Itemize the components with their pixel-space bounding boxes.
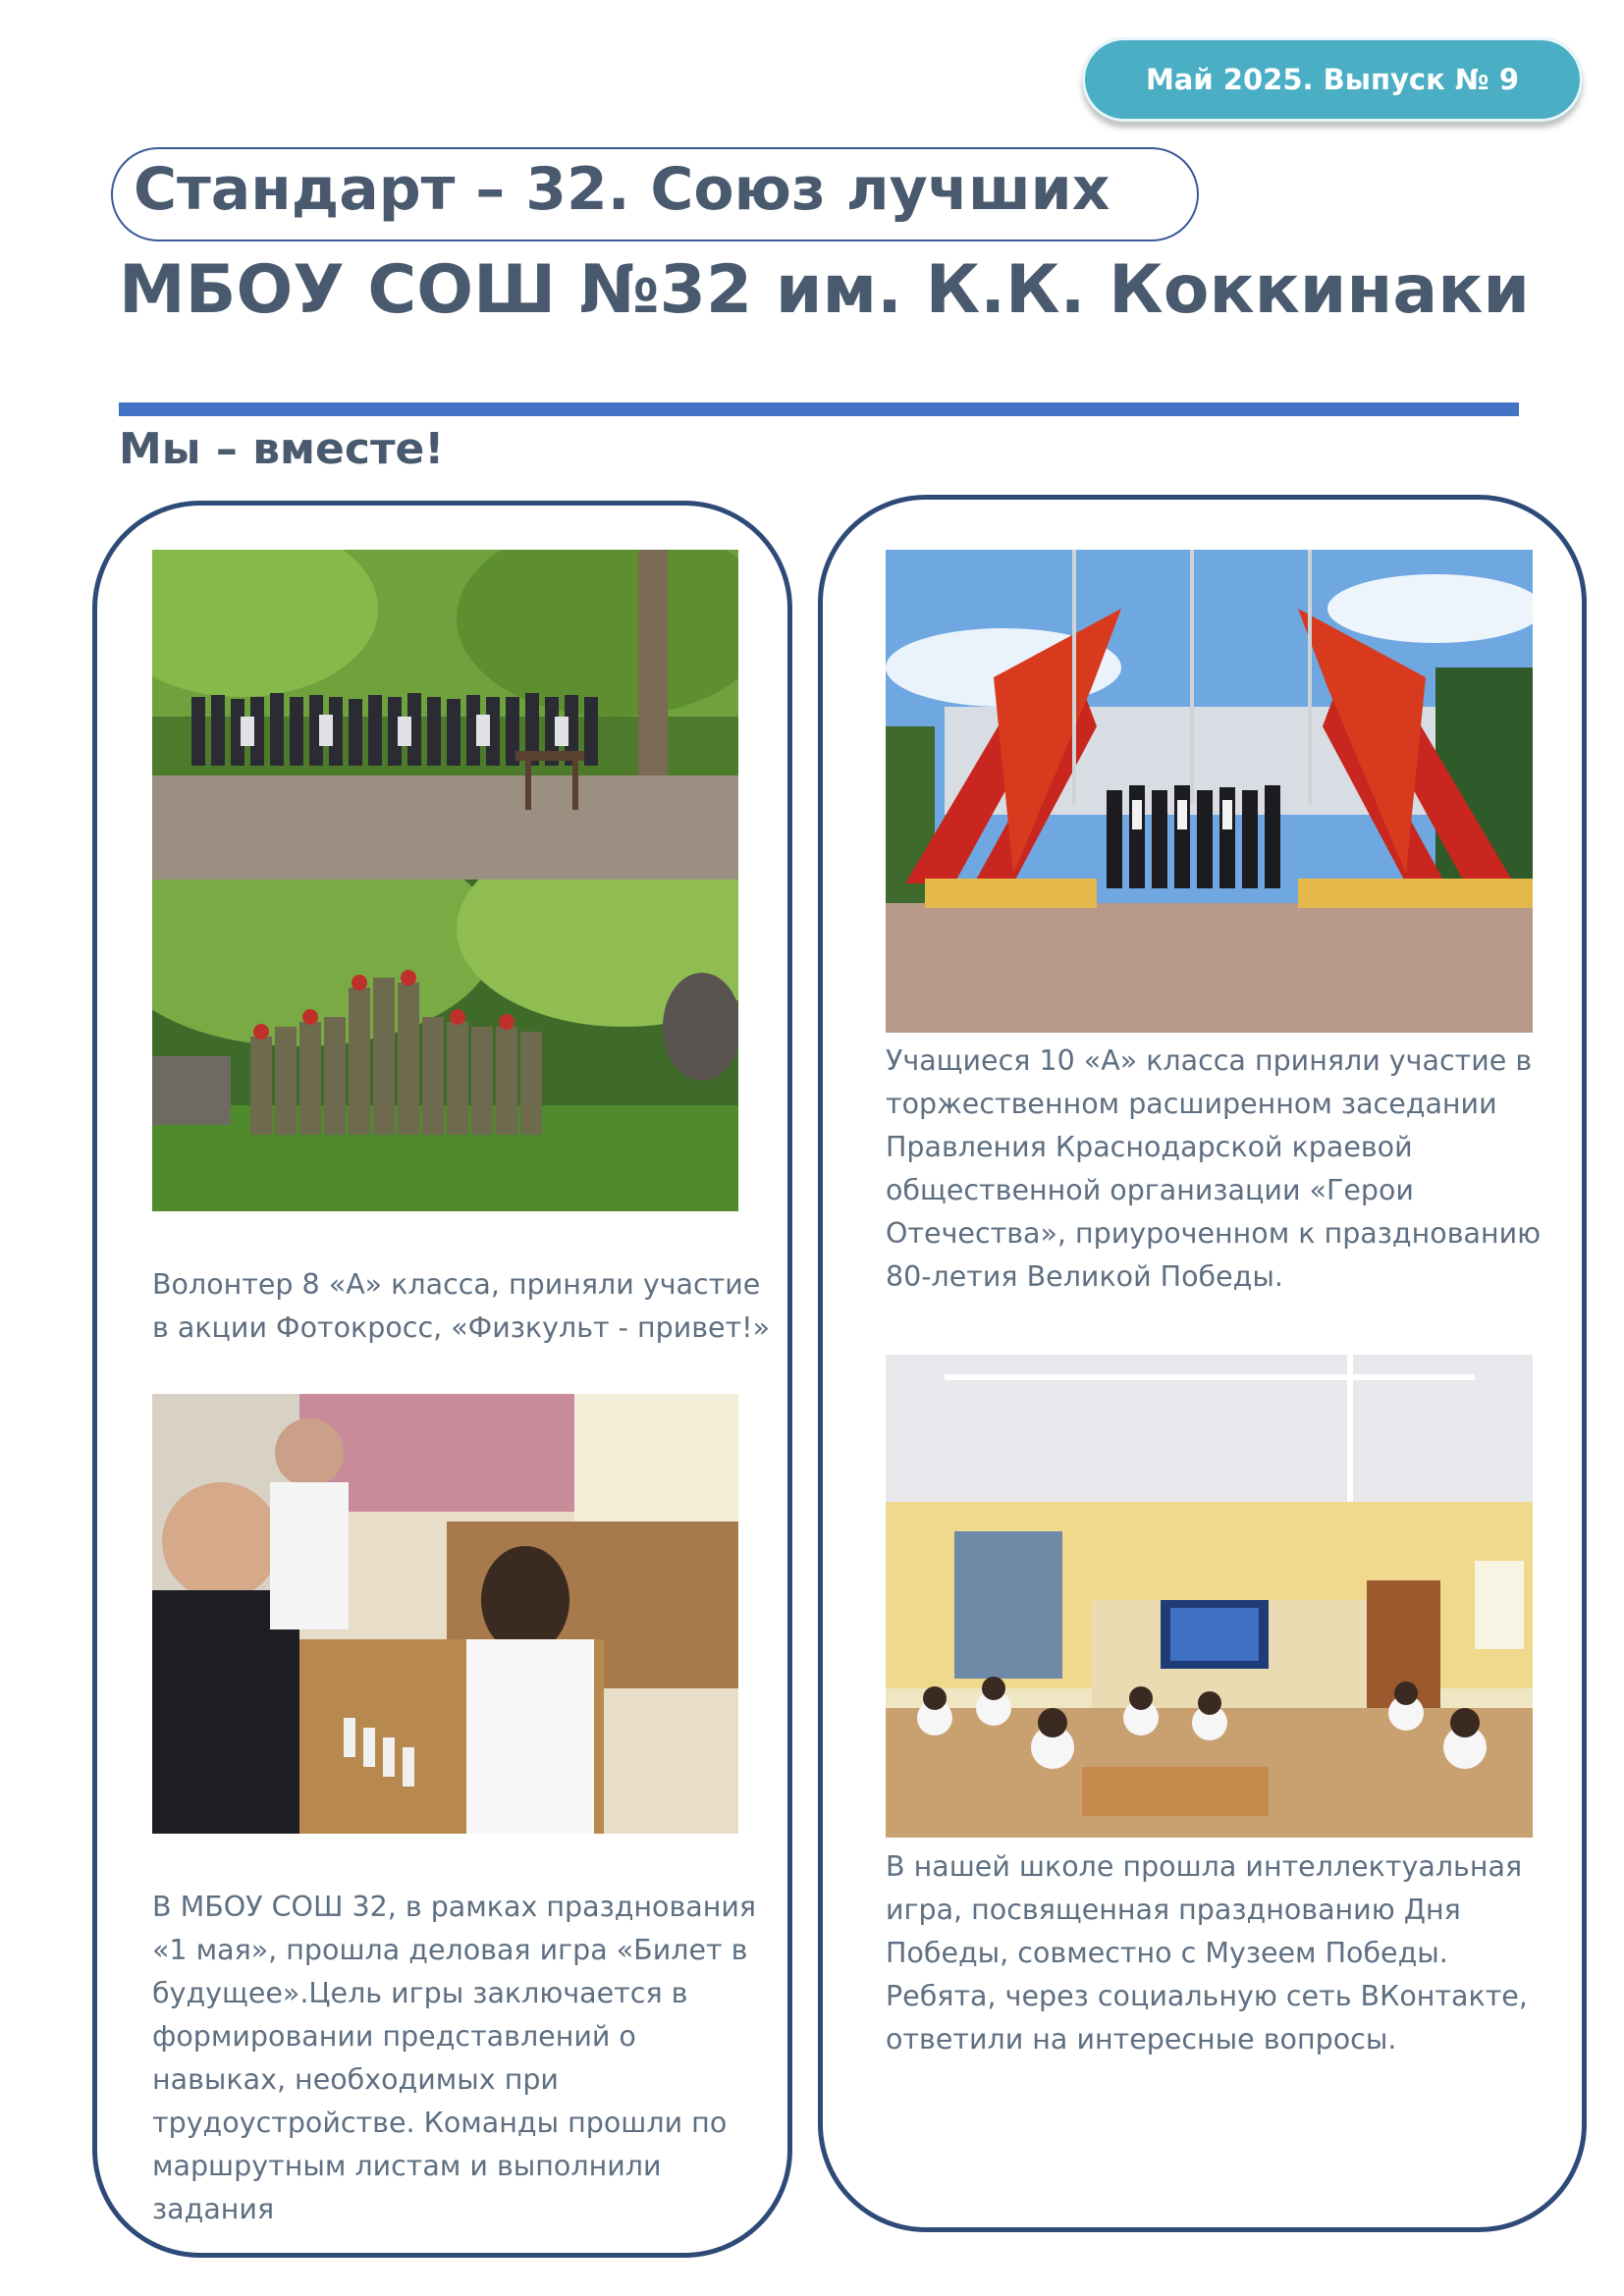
header-divider [119,402,1519,416]
caption-line: в акции Фотокросс, «Физкульт - привет!» [152,1311,771,1344]
caption-line: В нашей школе прошла интеллектуальная [886,1850,1523,1883]
caption-line: задания [152,2193,275,2225]
caption-line: Победы, совместно с Музеем Победы. [886,1937,1448,1969]
caption-line: В МБОУ СОШ 32, в рамках празднования [152,1891,757,1923]
caption-line: Волонтер 8 «А» класса, приняли участие [152,1268,761,1301]
page-title: Стандарт – 32. Союз лучших [134,155,1110,224]
photo-victory-monument [886,550,1533,1033]
caption-line: навыках, необходимых при [152,2063,559,2096]
photo-military-group [152,880,738,1211]
issue-badge [1082,37,1583,122]
right-caption-2 [886,1845,1528,2061]
issue-badge-label: Май 2025. Выпуск № 9 [1145,63,1520,96]
caption-line: маршрутным листам и выполнили [152,2150,662,2182]
caption-line: Учащиеся 10 «А» класса приняли участие в [886,1044,1533,1077]
caption-line: будущее».Цель игры заключается в [152,1977,688,2009]
caption-line: формировании представлений о [152,2020,636,2053]
caption-line: Правления Краснодарской краевой [886,1131,1413,1163]
caption-line: торжественном расширенном заседании [886,1088,1497,1120]
caption-line: Отечества», приуроченном к празднованию [886,1217,1542,1250]
caption-line: трудоустройстве. Команды прошли по [152,2107,728,2139]
caption-line: игра, посвященная празднованию Дня [886,1894,1461,1926]
caption-line: «1 мая», прошла деловая игра «Билет в [152,1934,748,1966]
caption-line: 80-летия Великой Победы. [886,1260,1283,1293]
left-caption-2 [152,1886,756,2231]
page-subtitle: МБОУ СОШ №32 им. К.К. Коккинаки [119,251,1531,329]
photo-business-game [152,1394,738,1834]
right-caption-1 [886,1040,1541,1299]
photo-forest-group [152,550,738,880]
caption-line: Ребята, через социальную сеть ВКонтакте, [886,1980,1528,2012]
left-caption-1 [152,1263,770,1350]
section-heading: Мы – вместе! [119,424,445,474]
caption-line: ответили на интересные вопросы. [886,2023,1397,2056]
caption-line: общественной организации «Герои [886,1174,1414,1206]
photo-classroom-game [886,1355,1533,1838]
